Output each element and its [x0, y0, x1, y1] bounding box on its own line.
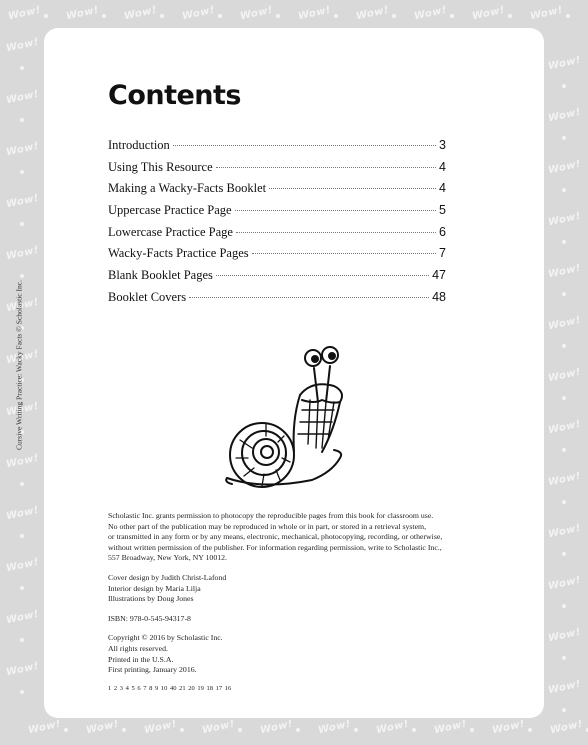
wow-pattern-word: Wow! — [259, 718, 294, 737]
side-credit — [4, 250, 34, 480]
toc-leader-dots — [269, 188, 436, 189]
toc-entry[interactable] — [108, 246, 446, 268]
pattern-dot — [180, 728, 184, 732]
toc-leader-dots — [235, 210, 436, 211]
wow-pattern-word: Wow! — [5, 608, 40, 627]
toc-leader-dots — [216, 167, 436, 168]
pattern-dot — [20, 534, 24, 538]
wow-pattern-word: Wow! — [5, 296, 40, 315]
wow-pattern-word: Wow! — [7, 4, 42, 23]
pattern-dot — [276, 14, 280, 18]
pattern-dot — [562, 500, 566, 504]
print-line: 1 2 3 4 5 6 7 8 9 10 40 21 20 19 18 17 16 — [108, 685, 232, 692]
wow-pattern-word: Wow! — [27, 718, 62, 737]
wow-pattern-word: Wow! — [355, 4, 390, 23]
wow-pattern-word: Wow! — [65, 4, 100, 23]
pattern-dot — [296, 728, 300, 732]
toc-entry-page: 3 — [439, 138, 446, 152]
toc-entry-page: 5 — [439, 203, 446, 218]
pattern-dot — [562, 552, 566, 556]
wow-pattern-word: Wow! — [547, 158, 582, 177]
toc-leader-dots — [189, 297, 429, 298]
pattern-dot — [122, 728, 126, 732]
wow-pattern-word: Wow! — [5, 400, 40, 419]
wow-pattern-word: Wow! — [547, 106, 582, 125]
pattern-dot — [450, 14, 454, 18]
page-title: Contents — [108, 80, 242, 111]
wow-pattern-word: Wow! — [5, 140, 40, 159]
wow-pattern-word: Wow! — [471, 4, 506, 23]
toc-entry[interactable] — [108, 225, 446, 247]
wow-pattern-word: Wow! — [5, 192, 40, 211]
wow-pattern-word: Wow! — [547, 54, 582, 73]
legal-notice — [108, 511, 498, 685]
toc-leader-dots — [236, 232, 436, 233]
pattern-dot — [20, 638, 24, 642]
pattern-dot — [20, 118, 24, 122]
wow-pattern-word: Wow! — [5, 556, 40, 575]
wow-pattern-word: Wow! — [143, 718, 178, 737]
pattern-dot — [392, 14, 396, 18]
pattern-dot — [102, 14, 106, 18]
wow-pattern-word: Wow! — [547, 626, 582, 645]
pattern-dot — [562, 448, 566, 452]
pattern-dot — [562, 344, 566, 348]
wow-pattern-word: Wow! — [123, 4, 158, 23]
wow-pattern-word: Wow! — [317, 718, 352, 737]
toc-entry-label: Using This Resource — [108, 159, 213, 174]
pattern-dot — [566, 14, 570, 18]
pattern-dot — [238, 728, 242, 732]
pattern-dot — [20, 586, 24, 590]
pattern-dot — [20, 222, 24, 226]
pattern-dot — [528, 728, 532, 732]
wow-pattern-word: Wow! — [239, 4, 274, 23]
pattern-dot — [20, 690, 24, 694]
toc-entry[interactable] — [108, 290, 446, 312]
toc-entry-label: Booklet Covers — [108, 289, 187, 304]
toc-leader-dots — [173, 145, 436, 146]
pattern-dot — [334, 14, 338, 18]
toc-entry-page: 47 — [432, 268, 446, 283]
pattern-dot — [218, 14, 222, 18]
wow-pattern-word: Wow! — [5, 348, 40, 367]
permission-line: or transmitted in any form or by any means, electronic, mechanical, photocopying, recording, or otherwise, — [108, 532, 443, 542]
copyright-line: First printing, January 2016. — [108, 665, 197, 675]
wow-pattern-word: Wow! — [491, 718, 526, 737]
wow-pattern-word: Wow! — [547, 314, 582, 333]
toc-entry-label: Introduction — [108, 138, 170, 152]
wow-pattern-word: Wow! — [5, 660, 40, 679]
permission-line: No other part of the publication may be reproduced in whole or in part, or stored in a retrieval system, — [108, 521, 427, 531]
toc-entry-label: Making a Wacky-Facts Booklet — [108, 181, 267, 196]
toc-entry[interactable] — [108, 203, 446, 225]
permission-line: Scholastic Inc. grants permission to photocopy the reproducible pages from this book for classroom use. — [108, 511, 434, 520]
wow-pattern-word: Wow! — [529, 4, 564, 23]
wow-pattern-word: Wow! — [201, 718, 236, 737]
pattern-dot — [64, 728, 68, 732]
wow-pattern-word: Wow! — [547, 678, 582, 697]
toc-entry[interactable] — [108, 181, 446, 203]
wow-pattern-word: Wow! — [547, 262, 582, 281]
pattern-dot — [20, 66, 24, 70]
pattern-dot — [562, 136, 566, 140]
toc-entry[interactable] — [108, 268, 446, 290]
toc-entry-page: 48 — [432, 289, 446, 304]
side-credit-text: Cursive Writing Practice: Wacky Facts © Scholastic Inc. — [14, 280, 24, 450]
toc-entry-page: 6 — [439, 224, 446, 239]
wow-pattern-word: Wow! — [5, 36, 40, 55]
permission-line: 557 Broadway, New York, NY 10012. — [108, 553, 227, 563]
wow-pattern-word: Wow! — [547, 522, 582, 541]
copyright-line: Printed in the U.S.A. — [108, 654, 174, 664]
pattern-dot — [20, 170, 24, 174]
toc-entry-page: 4 — [439, 159, 446, 174]
copyright-line: Copyright © 2016 by Scholastic Inc. — [108, 633, 223, 643]
toc-leader-dots — [216, 275, 429, 276]
toc-entry[interactable] — [108, 138, 446, 160]
wow-pattern-word: Wow! — [433, 718, 468, 737]
toc-entry[interactable] — [108, 160, 446, 182]
wow-pattern-word: Wow! — [549, 718, 584, 737]
pattern-dot — [470, 728, 474, 732]
permission-line: without written permission of the publisher. For information regarding permission, write to Scholastic Inc., — [108, 542, 442, 552]
wow-pattern-word: Wow! — [547, 210, 582, 229]
snail-illustration — [222, 340, 362, 490]
pattern-dot — [562, 604, 566, 608]
pattern-dot — [562, 84, 566, 88]
wow-pattern-word: Wow! — [5, 88, 40, 107]
toc-entry-label: Blank Booklet Pages — [108, 268, 213, 283]
wow-pattern-word: Wow! — [547, 418, 582, 437]
toc-entry-page: 7 — [439, 246, 446, 261]
wow-pattern-word: Wow! — [5, 504, 40, 523]
pattern-dot — [354, 728, 358, 732]
pattern-dot — [508, 14, 512, 18]
toc-entry-label: Wacky-Facts Practice Pages — [108, 246, 249, 261]
wow-pattern-word: Wow! — [5, 452, 40, 471]
pattern-dot — [562, 656, 566, 660]
isbn: ISBN: 978-0-545-94317-8 — [108, 613, 191, 623]
copyright-line: All rights reserved. — [108, 643, 168, 653]
wow-pattern-word: Wow! — [547, 366, 582, 385]
table-of-contents — [108, 138, 446, 312]
wow-pattern-word: Wow! — [181, 4, 216, 23]
copyright-block — [108, 633, 498, 675]
wow-pattern-word: Wow! — [297, 4, 332, 23]
pattern-dot — [412, 728, 416, 732]
wow-pattern-word: Wow! — [375, 718, 410, 737]
wow-pattern-word: Wow! — [5, 244, 40, 263]
credit-line: Illustrations by Doug Jones — [108, 594, 194, 604]
credit-line: Interior design by Maria Lilja — [108, 583, 201, 593]
pattern-dot — [562, 396, 566, 400]
toc-entry-page: 4 — [439, 181, 446, 196]
wow-pattern-word: Wow! — [547, 470, 582, 489]
pattern-dot — [562, 708, 566, 712]
pattern-dot — [562, 188, 566, 192]
permission-notice — [108, 511, 498, 564]
wow-pattern-word: Wow! — [413, 4, 448, 23]
pattern-dot — [44, 14, 48, 18]
toc-entry-label: Lowercase Practice Page — [108, 224, 233, 239]
wow-pattern-word: Wow! — [547, 574, 582, 593]
pattern-dot — [562, 292, 566, 296]
pattern-dot — [160, 14, 164, 18]
pattern-dot — [20, 482, 24, 486]
wow-pattern-word: Wow! — [85, 718, 120, 737]
credit-line: Cover design by Judith Christ-Lafond — [108, 572, 227, 582]
pattern-dot — [562, 240, 566, 244]
toc-entry-label: Uppercase Practice Page — [108, 203, 232, 218]
design-credits — [108, 573, 498, 605]
toc-leader-dots — [252, 253, 436, 254]
